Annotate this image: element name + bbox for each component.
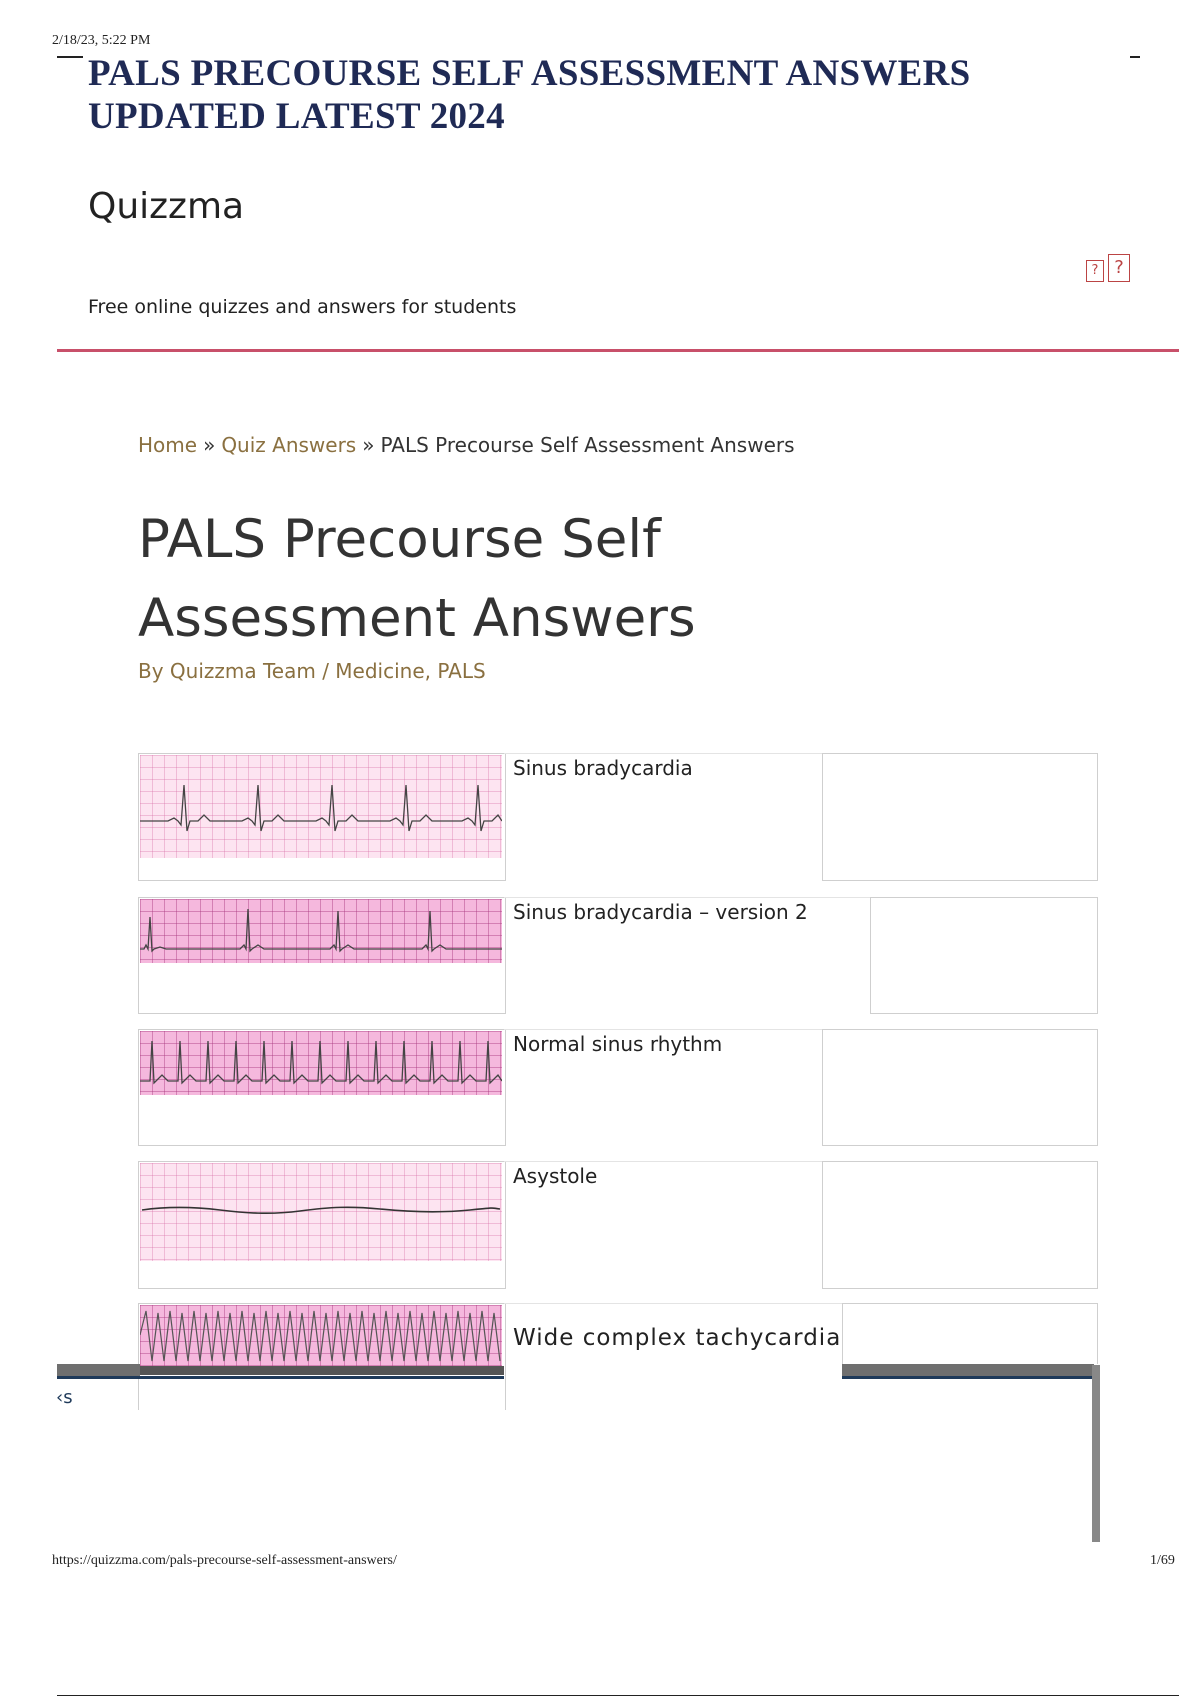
bottom-divider [57,1695,1179,1696]
broken-image-icon[interactable]: ? [1086,260,1104,282]
ecg-waveform [140,1031,502,1095]
broken-image-icon[interactable]: ? [1108,254,1130,282]
ecg-strip-image [140,1031,502,1095]
overlay-bar-mid [140,1366,504,1375]
clipped-text: ‹s [56,1387,73,1408]
top-right-dash [1130,56,1140,58]
breadcrumb-separator: » [203,433,216,457]
rhythm-row [138,897,1098,1014]
document-title: PALS PRECOURSE SELF ASSESSMENT ANSWERS UPDATED LATEST 2024 [88,53,971,137]
overlay-blue-line-left [57,1376,504,1379]
rhythm-row [138,1029,1098,1146]
breadcrumb-category-link[interactable]: Quiz Answers [221,433,357,457]
ecg-waveform [140,1163,502,1261]
page-title-line-1: PALS Precourse Self [138,509,661,570]
rhythm-label-cell [504,1303,842,1410]
header-icons [1082,254,1130,282]
page-title-line-2: Assessment Answers [138,588,696,649]
site-tagline: Free online quizzes and answers for students [88,296,517,318]
overlay-blue-line-right [842,1376,1094,1379]
rhythm-label: Sinus bradycardia – version 2 [513,900,808,924]
rhythm-empty-cell [822,753,1098,881]
rhythm-label: Wide complex tachycardia [513,1325,842,1351]
ecg-waveform [140,755,502,858]
overlay-bar-left [57,1364,140,1376]
rhythm-row [138,1303,1098,1409]
rhythm-empty-cell [842,1303,1098,1364]
page-url[interactable]: https://quizzma.com/pals-precourse-self-assessment-answers/ [52,1553,397,1568]
page-title [138,500,838,658]
scrollbar-track[interactable] [1092,1365,1100,1542]
ecg-strip-image [140,1305,502,1369]
rhythm-empty-cell [822,1161,1098,1289]
article-byline[interactable]: By Quizzma Team / Medicine, PALS [138,659,486,683]
breadcrumb [138,433,795,457]
overlay-bar-right [842,1364,1094,1376]
rhythm-empty-cell [822,1029,1098,1146]
rhythm-row [138,1161,1098,1289]
print-date: 2/18/23, 5:22 PM [52,33,151,48]
page-number: 1/69 [1150,1553,1175,1568]
site-title[interactable]: Quizzma [88,186,245,227]
rhythm-label: Asystole [513,1164,598,1188]
ecg-strip-image [140,755,502,858]
breadcrumb-home-link[interactable]: Home [138,433,198,457]
rhythm-empty-cell [870,897,1098,1014]
ecg-strip-image [140,899,502,963]
rhythm-label: Normal sinus rhythm [513,1032,723,1056]
breadcrumb-current: PALS Precourse Self Assessment Answers [380,433,795,457]
ecg-waveform [140,1305,502,1369]
ecg-waveform [140,899,502,963]
rhythm-row [138,753,1098,881]
top-left-dash [57,56,83,58]
rhythm-label: Sinus bradycardia [513,756,693,780]
header-divider [57,349,1179,352]
breadcrumb-separator: » [362,433,375,457]
ecg-strip-image [140,1163,502,1261]
